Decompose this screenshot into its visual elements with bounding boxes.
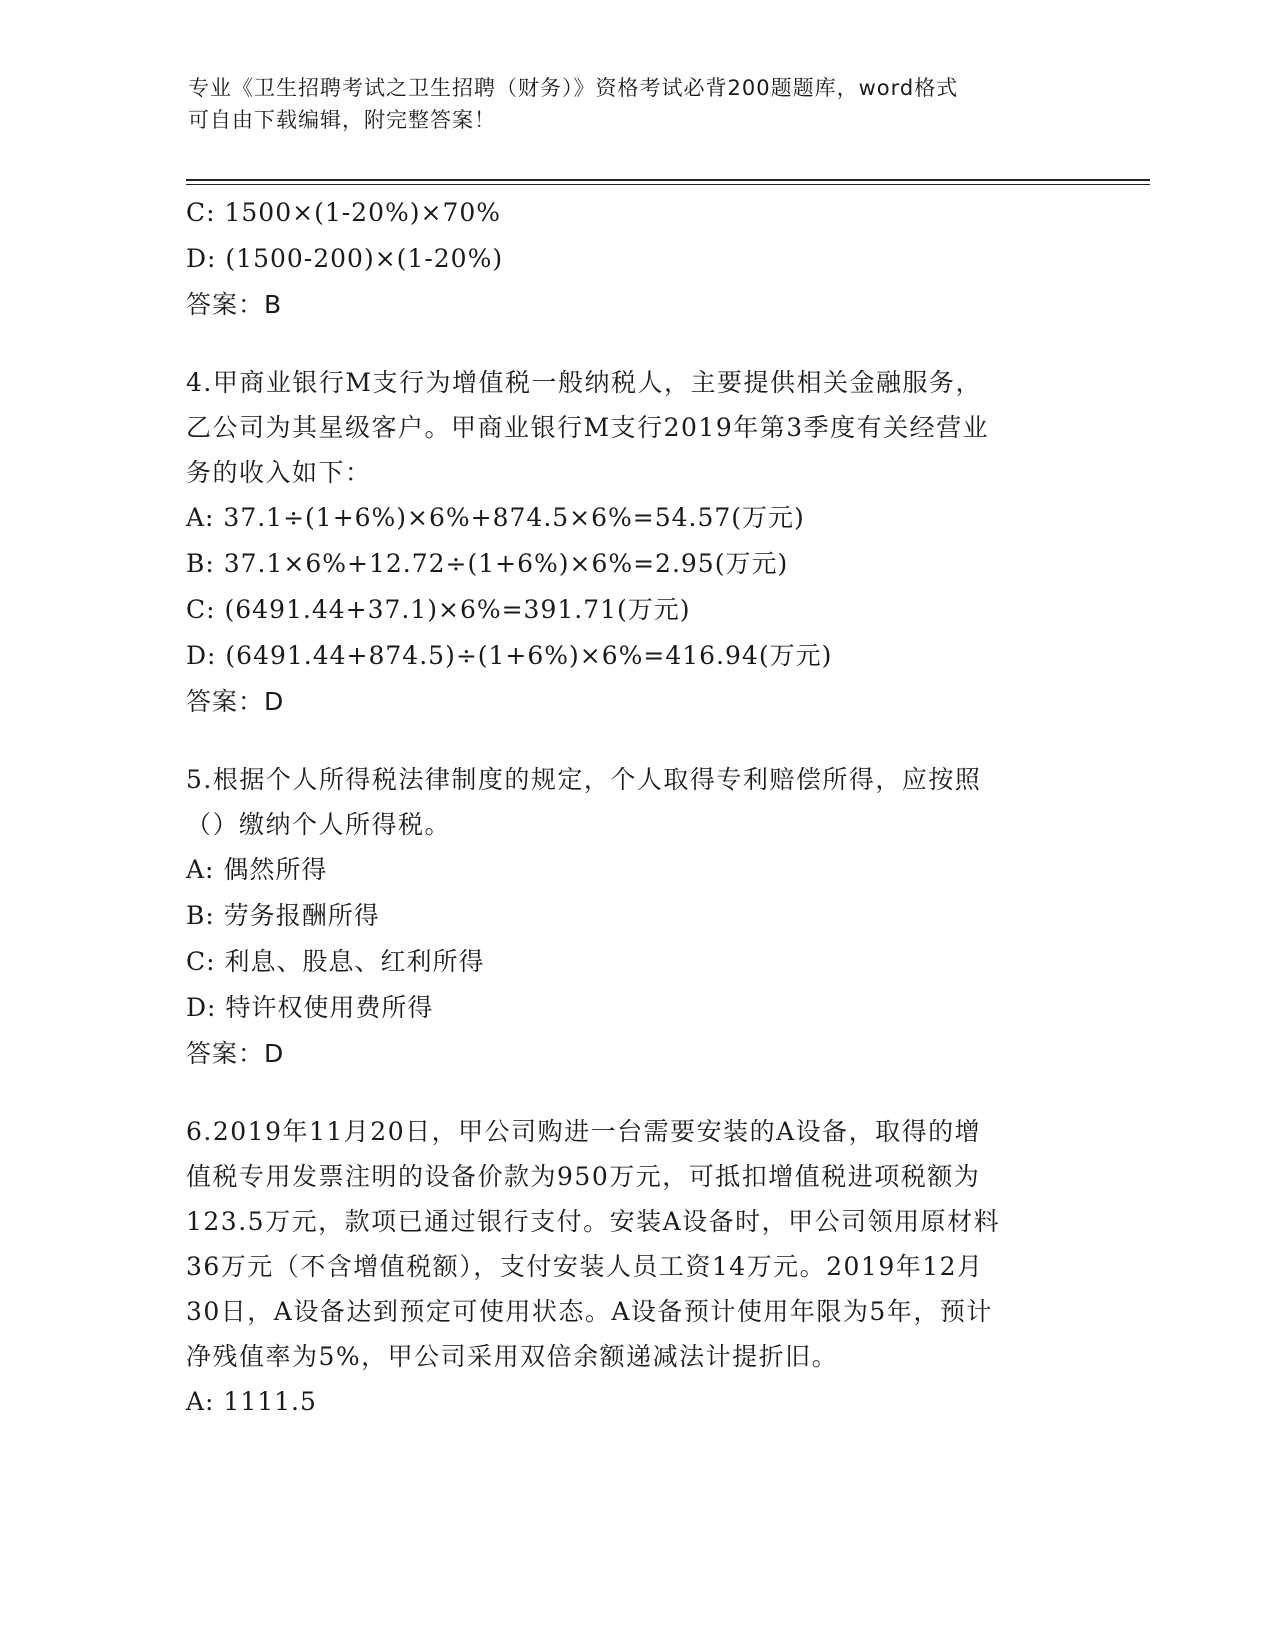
header-rule-thin [186,184,1150,185]
question-6 [186,1109,1086,1425]
question-text-line: 123.5万元，款项已通过银行支付。安装A设备时，甲公司领用原材料 [186,1207,1001,1236]
question-5 [186,757,1086,1077]
option-d: D: (1500-200)×(1-20%) [186,244,504,273]
option-b: B: 37.1×6%+12.72÷(1+6%)×6%=2.95(万元) [186,549,789,578]
option-a: A: 偶然所得 [186,855,328,884]
option-a: A: 37.1÷(1+6%)×6%+874.5×6%=54.57(万元) [186,503,805,532]
question-text-line: 36万元（不含增值税额），支付安装人员工资14万元。2019年12月 [186,1252,984,1281]
option-d: D: (6491.44+874.5)÷(1+6%)×6%=416.94(万元) [186,641,833,670]
question-text-line: 净残值率为5%，甲公司采用双倍余额递减法计提折旧。 [186,1342,839,1371]
question-4 [186,360,1086,725]
option-c: C: 利息、股息、红利所得 [186,947,485,976]
question-text-line: 30日，A设备达到预定可使用状态。A设备预计使用年限为5年，预计 [186,1297,993,1326]
header-rule-thick [186,179,1150,181]
option-d: D: 特许权使用费所得 [186,993,434,1022]
question-text-line: （）缴纳个人所得税。 [186,810,452,839]
header-line-1: 专业《卫生招聘考试之卫生招聘（财务）》资格考试必背200题题库，word格式 [188,76,959,100]
question-text-line: 4.甲商业银行M支行为增值税一般纳税人，主要提供相关金融服务， [186,368,982,397]
question-text-line: 乙公司为其星级客户。甲商业银行M支行2019年第3季度有关经营业 [186,413,990,442]
answer-line: 答案：D [186,1039,285,1068]
question-text-line: 值税专用发票注明的设备价款为950万元，可抵扣增值税进项税额为 [186,1162,981,1191]
question-text-line: 5.根据个人所得税法律制度的规定，个人取得专利赔偿所得，应按照 [186,765,982,794]
option-c: C: 1500×(1-20%)×70% [186,198,502,227]
question-text-line: 务的收入如下： [186,458,372,487]
header-line-2: 可自由下载编辑，附完整答案！ [188,108,496,132]
document-body [186,190,1086,1425]
question-text-line: 6.2019年11月20日，甲公司购进一台需要安装的A设备，取得的增 [186,1117,982,1146]
previous-question-tail [186,190,1086,328]
answer-line: 答案：B [186,290,283,319]
answer-line: 答案：D [186,687,285,716]
option-c: C: (6491.44+37.1)×6%=391.71(万元) [186,595,691,624]
document-header [188,72,1088,136]
option-a: A: 1111.5 [186,1387,317,1416]
option-b: B: 劳务报酬所得 [186,901,380,930]
